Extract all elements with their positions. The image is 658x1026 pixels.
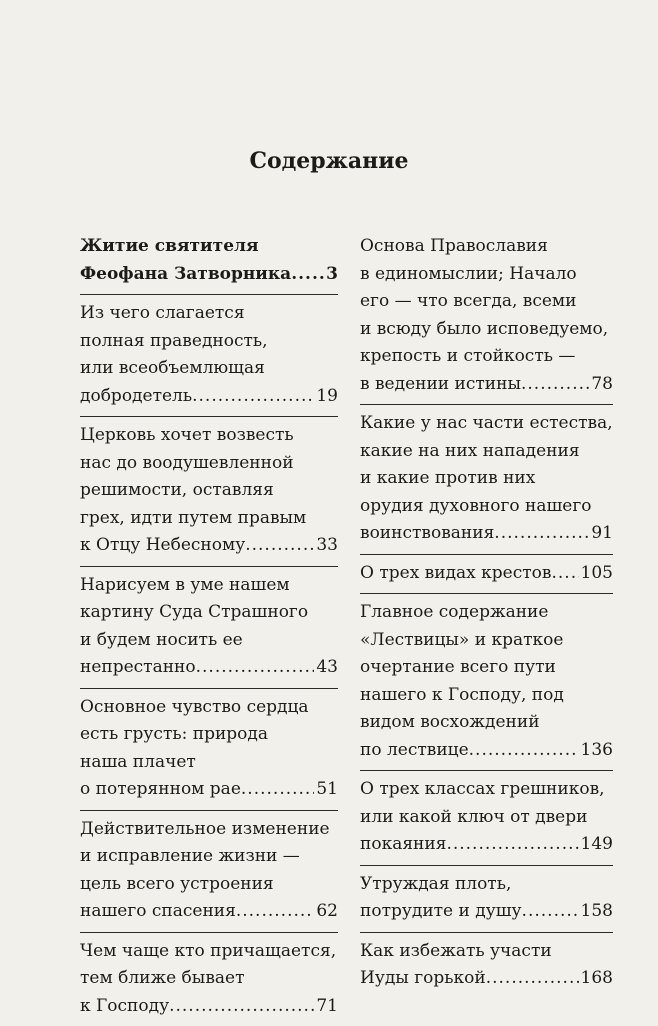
toc-page-number: 33 bbox=[314, 532, 338, 560]
leader-dots bbox=[486, 965, 579, 993]
leader-dots bbox=[446, 831, 578, 859]
toc-entry-line: Утруждая плоть, bbox=[360, 871, 613, 899]
leader-dots bbox=[551, 560, 578, 588]
toc-entry[interactable] bbox=[80, 689, 338, 811]
toc-page-number: 136 bbox=[579, 737, 613, 765]
leader-dots bbox=[522, 898, 579, 926]
toc-entry-last-line bbox=[360, 737, 613, 765]
toc-entry[interactable] bbox=[360, 933, 613, 999]
toc-entry-line: в ведении истины bbox=[360, 371, 521, 399]
leader-dots bbox=[291, 261, 324, 289]
toc-entry-line: наша плачет bbox=[80, 749, 338, 777]
toc-entry-line: покаяния bbox=[360, 831, 446, 859]
toc-entry-line: крепость и стойкость — bbox=[360, 343, 613, 371]
toc-page-number: 149 bbox=[579, 831, 613, 859]
toc-page-number: 51 bbox=[314, 776, 338, 804]
toc-entry-line: видом восхождений bbox=[360, 709, 613, 737]
toc-entry[interactable] bbox=[360, 555, 613, 595]
toc-entry-line: Основа Православия bbox=[360, 233, 613, 261]
toc-entry-line: Главное содержание bbox=[360, 599, 613, 627]
toc-page-number: 91 bbox=[589, 520, 613, 548]
toc-entry-line: грех, идти путем правым bbox=[80, 505, 338, 533]
leader-dots bbox=[192, 383, 314, 411]
toc-entry-last-line bbox=[80, 898, 338, 926]
toc-entry-line: Какие у нас части естества, bbox=[360, 410, 613, 438]
toc-entry-line: картину Суда Страшного bbox=[80, 599, 338, 627]
toc-entry-line: и какие против них bbox=[360, 465, 613, 493]
toc-entry-line: решимости, оставляя bbox=[80, 477, 338, 505]
leader-dots bbox=[196, 654, 315, 682]
toc-entry-line: Действительное изменение bbox=[80, 816, 338, 844]
toc-entry-line: потрудите и душу bbox=[360, 898, 522, 926]
toc-page-number: 158 bbox=[579, 898, 613, 926]
toc-entry-line: нас до воодушевленной bbox=[80, 450, 338, 478]
toc-page-number: 43 bbox=[314, 654, 338, 682]
toc-entry-line: и исправление жизни — bbox=[80, 843, 338, 871]
toc-entry[interactable] bbox=[360, 594, 613, 771]
toc-entry-line: его — что всегда, всеми bbox=[360, 288, 613, 316]
toc-entry-line: Основное чувство сердца bbox=[80, 694, 338, 722]
toc-page-number: 105 bbox=[579, 560, 613, 588]
toc-entry-line: орудия духовного нашего bbox=[360, 493, 613, 521]
toc-entry-last-line bbox=[360, 371, 613, 399]
toc-entry-line: или какой ключ от двери bbox=[360, 804, 613, 832]
toc-entry[interactable] bbox=[360, 866, 613, 933]
page-title: Содержание bbox=[0, 148, 658, 174]
toc-entry[interactable] bbox=[80, 811, 338, 933]
toc-entry-last-line bbox=[360, 520, 613, 548]
toc-entry-line: и будем носить ее bbox=[80, 627, 338, 655]
toc-entry-line: или всеобъемлющая bbox=[80, 355, 338, 383]
toc-entry-last-line bbox=[80, 532, 338, 560]
leader-dots bbox=[236, 898, 315, 926]
toc-entry-last-line bbox=[80, 993, 338, 1021]
toc-entry[interactable] bbox=[80, 567, 338, 689]
toc-entry[interactable] bbox=[360, 771, 613, 866]
toc-entry-line: тем ближе бывает bbox=[80, 965, 338, 993]
toc-entry-line: О трех видах крестов bbox=[360, 560, 551, 588]
toc-entry[interactable] bbox=[80, 228, 338, 295]
toc-entry-line: Как избежать участи bbox=[360, 938, 613, 966]
toc-left-column bbox=[80, 228, 338, 1026]
toc-entry-line: нашего к Господу, под bbox=[360, 682, 613, 710]
leader-dots bbox=[521, 371, 589, 399]
toc-entry-line: и всюду было исповедуемо, bbox=[360, 316, 613, 344]
toc-entry-line: Феофана Затворника bbox=[80, 261, 291, 289]
toc-entry[interactable] bbox=[80, 295, 338, 417]
toc-entry-line: Из чего слагается bbox=[80, 300, 338, 328]
toc-entry-line: есть грусть: природа bbox=[80, 721, 338, 749]
toc-entry-last-line bbox=[360, 898, 613, 926]
toc-entry-line: воинствования bbox=[360, 520, 494, 548]
toc-entry[interactable] bbox=[80, 417, 338, 567]
toc-entry-line: очертание всего пути bbox=[360, 654, 613, 682]
toc-entry-last-line bbox=[80, 654, 338, 682]
leader-dots bbox=[494, 520, 589, 548]
toc-entry-line: Иуды горькой bbox=[360, 965, 486, 993]
toc-entry-line: «Лествицы» и краткое bbox=[360, 627, 613, 655]
leader-dots bbox=[169, 993, 314, 1021]
toc-entry-last-line bbox=[360, 560, 613, 588]
toc-page-number: 71 bbox=[314, 993, 338, 1021]
toc-entry[interactable] bbox=[80, 933, 338, 1026]
toc-entry-last-line bbox=[360, 831, 613, 859]
toc-entry-line: добродетель bbox=[80, 383, 192, 411]
toc-entry-line: непрестанно bbox=[80, 654, 196, 682]
toc-page-number: 3 bbox=[324, 261, 338, 289]
toc-page-number: 19 bbox=[314, 383, 338, 411]
toc-page-number: 62 bbox=[314, 898, 338, 926]
leader-dots bbox=[241, 776, 314, 804]
toc-entry-line: О трех классах грешников, bbox=[360, 776, 613, 804]
toc-entry-line: к Господу bbox=[80, 993, 169, 1021]
toc-entry-line: Житие святителя bbox=[80, 233, 338, 261]
toc-entry-last-line bbox=[80, 261, 338, 289]
toc-page-number: 168 bbox=[579, 965, 613, 993]
toc-entry-line: цель всего устроения bbox=[80, 871, 338, 899]
toc-entry-last-line bbox=[80, 776, 338, 804]
toc-entry-line: какие на них нападения bbox=[360, 438, 613, 466]
toc-entry-last-line bbox=[80, 383, 338, 411]
toc-right-column bbox=[360, 228, 613, 999]
toc-entry-line: к Отцу Небесному bbox=[80, 532, 245, 560]
toc-entry[interactable] bbox=[360, 228, 613, 405]
toc-entry-line: Нарисуем в уме нашем bbox=[80, 572, 338, 600]
toc-entry-line: Церковь хочет возвесть bbox=[80, 422, 338, 450]
toc-entry-line: нашего спасения bbox=[80, 898, 236, 926]
leader-dots bbox=[469, 737, 579, 765]
toc-entry[interactable] bbox=[360, 405, 613, 555]
toc-entry-line: по лествице bbox=[360, 737, 469, 765]
leader-dots bbox=[245, 532, 314, 560]
toc-page-number: 78 bbox=[589, 371, 613, 399]
toc-entry-last-line bbox=[360, 965, 613, 993]
toc-entry-line: Чем чаще кто причащается, bbox=[80, 938, 338, 966]
toc-entry-line: о потерянном рае bbox=[80, 776, 241, 804]
toc-entry-line: полная праведность, bbox=[80, 328, 338, 356]
toc-entry-line: в единомыслии; Начало bbox=[360, 261, 613, 289]
